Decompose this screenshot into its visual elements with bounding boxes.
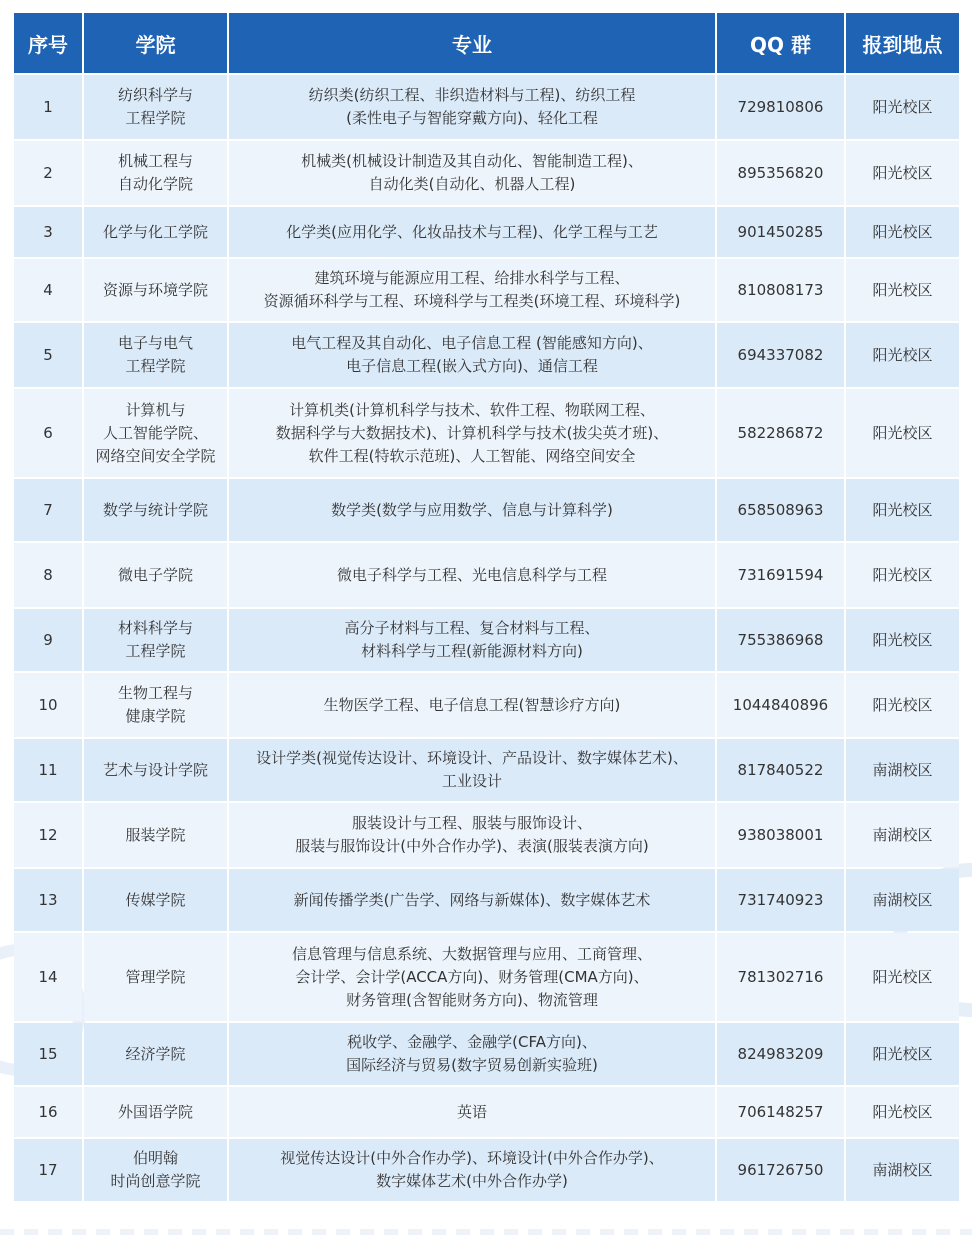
- cell-major-line: 机械类(机械设计制造及其自动化、智能制造工程)、: [301, 152, 643, 170]
- table-row: [14, 479, 959, 541]
- cell-location: 阳光校区: [846, 609, 959, 671]
- cell-major-line: 新闻传播学类(广告学、网络与新媒体)、数字媒体艺术: [293, 890, 651, 909]
- cell-major: [229, 609, 715, 671]
- cell-major: [229, 739, 715, 801]
- majors-table: [12, 11, 961, 1203]
- table-row: [14, 207, 959, 257]
- cell-major-line: 资源循环科学与工程、环境科学与工程类(环境工程、环境科学): [263, 292, 681, 310]
- table-row: [14, 673, 959, 737]
- cell-major: [229, 1139, 715, 1201]
- cell-college-line: 纺织科学与: [117, 86, 193, 104]
- cell-index: 15: [14, 1023, 82, 1085]
- table-row: [14, 739, 959, 801]
- cell-qq-group: 781302716: [717, 933, 844, 1021]
- cell-major: [229, 869, 715, 931]
- cell-qq-group: 938038001: [717, 803, 844, 867]
- cell-location: 阳光校区: [846, 1087, 959, 1137]
- cell-major-line: 设计学类(视觉传达设计、环境设计、产品设计、数字媒体艺术)、: [256, 749, 688, 767]
- cell-location: 阳光校区: [846, 1023, 959, 1085]
- cell-major: [229, 543, 715, 607]
- table-row: [14, 543, 959, 607]
- cell-major: [229, 933, 715, 1021]
- cell-college: [84, 1087, 227, 1137]
- cell-index: 2: [14, 141, 82, 205]
- table-row: [14, 869, 959, 931]
- cell-qq-group: 694337082: [717, 323, 844, 387]
- cell-college: [84, 673, 227, 737]
- cell-index: 6: [14, 389, 82, 477]
- cell-college-line: 管理学院: [125, 967, 186, 986]
- table-row: [14, 323, 959, 387]
- cell-index: 16: [14, 1087, 82, 1137]
- cell-college-line: 机械工程与: [117, 152, 193, 170]
- cell-college-line: 艺术与设计学院: [102, 760, 208, 779]
- cell-qq-group: 731740923: [717, 869, 844, 931]
- cell-qq-group: 961726750: [717, 1139, 844, 1201]
- header-location: 报到地点: [846, 13, 959, 73]
- cell-qq-group: 658508963: [717, 479, 844, 541]
- cell-college-line: 传媒学院: [125, 890, 186, 909]
- cell-college: [84, 1023, 227, 1085]
- cell-college: [84, 869, 227, 931]
- cell-major-line: 电子信息工程(嵌入式方向)、通信工程: [346, 357, 598, 375]
- cell-index: 14: [14, 933, 82, 1021]
- table-row: [14, 1087, 959, 1137]
- cell-qq-group: 1044840896: [717, 673, 844, 737]
- cell-college-line: 经济学院: [125, 1044, 186, 1063]
- cell-location: 阳光校区: [846, 933, 959, 1021]
- cell-college: [84, 1139, 227, 1201]
- cell-major: [229, 389, 715, 477]
- cell-location: 阳光校区: [846, 543, 959, 607]
- table-body: [14, 75, 959, 1201]
- cell-college: [84, 141, 227, 205]
- cell-qq-group: 817840522: [717, 739, 844, 801]
- table-row: [14, 933, 959, 1021]
- header-college: 学院: [84, 13, 227, 73]
- cell-college-line: 服装学院: [125, 825, 186, 844]
- cell-qq-group: 706148257: [717, 1087, 844, 1137]
- header-major: 专业: [229, 13, 715, 73]
- cell-college: [84, 75, 227, 139]
- cell-major-line: 财务管理(含智能财务方向)、物流管理: [346, 990, 598, 1009]
- cell-major: [229, 673, 715, 737]
- cell-qq-group: 810808173: [717, 259, 844, 321]
- table-row: [14, 1023, 959, 1085]
- cell-index: 7: [14, 479, 82, 541]
- cell-major-line: 自动化类(自动化、机器人工程): [368, 175, 576, 193]
- table-row: [14, 259, 959, 321]
- cell-major-line: 计算机类(计算机科学与技术、软件工程、物联网工程、: [289, 400, 655, 419]
- cell-college-line: 外国语学院: [117, 1102, 193, 1121]
- cell-major-line: 工业设计: [441, 772, 502, 790]
- cell-college: [84, 479, 227, 541]
- cell-college-line: 数学与统计学院: [102, 500, 208, 519]
- cell-index: 10: [14, 673, 82, 737]
- cell-major: [229, 803, 715, 867]
- cell-qq-group: 731691594: [717, 543, 844, 607]
- cell-college-line: 计算机与: [125, 400, 186, 419]
- cell-major-line: 电气工程及其自动化、电子信息工程 (智能感知方向)、: [291, 334, 653, 352]
- cell-college: [84, 933, 227, 1021]
- cell-major-line: 材料科学与工程(新能源材料方向): [361, 642, 583, 660]
- cell-index: 8: [14, 543, 82, 607]
- cell-location: 阳光校区: [846, 259, 959, 321]
- cell-major-line: 税收学、金融学、金融学(CFA方向)、: [347, 1033, 597, 1051]
- cell-college-line: 工程学院: [125, 357, 186, 375]
- header-index: 序号: [14, 13, 82, 73]
- cell-index: 17: [14, 1139, 82, 1201]
- cell-major-line: 国际经济与贸易(数字贸易创新实验班): [346, 1056, 598, 1074]
- cell-major-line: 建筑环境与能源应用工程、给排水科学与工程、: [314, 269, 630, 287]
- cell-location: 阳光校区: [846, 141, 959, 205]
- cell-college-line: 化学与化工学院: [102, 222, 208, 241]
- cell-college-line: 电子与电气: [117, 334, 193, 352]
- cell-qq-group: 824983209: [717, 1023, 844, 1085]
- cell-college: [84, 389, 227, 477]
- cell-location: 阳光校区: [846, 323, 959, 387]
- cell-college-line: 人工智能学院、: [102, 423, 208, 442]
- cell-college-line: 网络空间安全学院: [95, 446, 216, 465]
- cell-major-line: 视觉传达设计(中外合作办学)、环境设计(中外合作办学)、: [280, 1149, 664, 1167]
- cell-major: [229, 323, 715, 387]
- cell-major-line: 生物医学工程、电子信息工程(智慧诊疗方向): [323, 695, 621, 714]
- cell-location: 南湖校区: [846, 869, 959, 931]
- cell-major-line: 数学类(数学与应用数学、信息与计算科学): [331, 500, 613, 519]
- cell-college: [84, 207, 227, 257]
- cell-college: [84, 739, 227, 801]
- cell-index: 4: [14, 259, 82, 321]
- cell-major-line: 信息管理与信息系统、大数据管理与应用、工商管理、: [291, 944, 652, 963]
- table-row: [14, 609, 959, 671]
- cell-index: 13: [14, 869, 82, 931]
- cell-major-line: 英语: [456, 1102, 487, 1121]
- table-row: [14, 1139, 959, 1201]
- cell-qq-group: 895356820: [717, 141, 844, 205]
- cell-major: [229, 75, 715, 139]
- cell-major-line: 微电子科学与工程、光电信息科学与工程: [336, 565, 607, 584]
- cell-major-line: 高分子材料与工程、复合材料与工程、: [344, 619, 600, 637]
- cell-college-line: 时尚创意学院: [110, 1172, 201, 1190]
- cell-college: [84, 803, 227, 867]
- cell-college: [84, 609, 227, 671]
- table-row: [14, 75, 959, 139]
- table-row: [14, 389, 959, 477]
- cell-major-line: 数据科学与大数据技术)、计算机科学与技术(拔尖英才班)、: [275, 423, 669, 442]
- cell-college-line: 工程学院: [125, 109, 186, 127]
- cell-index: 5: [14, 323, 82, 387]
- cell-major: [229, 1087, 715, 1137]
- cell-location: 阳光校区: [846, 479, 959, 541]
- cell-major: [229, 479, 715, 541]
- cell-college-line: 自动化学院: [117, 175, 193, 193]
- cell-college-line: 工程学院: [125, 642, 186, 660]
- cell-major: [229, 207, 715, 257]
- cell-location: 阳光校区: [846, 389, 959, 477]
- cell-college: [84, 543, 227, 607]
- cell-major: [229, 259, 715, 321]
- cell-major-line: 会计学、会计学(ACCA方向)、财务管理(CMA方向)、: [295, 967, 649, 986]
- header-qq-group: QQ 群: [717, 13, 844, 73]
- cell-major-line: 服装设计与工程、服装与服饰设计、: [351, 814, 592, 832]
- cell-major-line: 数字媒体艺术(中外合作办学): [376, 1172, 568, 1190]
- cell-major-line: 软件工程(特软示范班)、人工智能、网络空间安全: [308, 446, 636, 465]
- cell-major-line: 化学类(应用化学、化妆品技术与工程)、化学工程与工艺: [286, 222, 658, 241]
- cell-college-line: 微电子学院: [117, 565, 193, 584]
- cell-major: [229, 1023, 715, 1085]
- cell-location: 南湖校区: [846, 803, 959, 867]
- table-row: [14, 141, 959, 205]
- cell-qq-group: 901450285: [717, 207, 844, 257]
- cell-college-line: 材料科学与: [117, 619, 193, 637]
- cell-index: 3: [14, 207, 82, 257]
- cell-college-line: 伯明翰: [132, 1149, 178, 1167]
- table-row: [14, 803, 959, 867]
- cell-major-line: 服装与服饰设计(中外合作办学)、表演(服装表演方向): [295, 837, 649, 855]
- cell-college: [84, 259, 227, 321]
- cell-college-line: 健康学院: [125, 707, 186, 725]
- cell-location: 南湖校区: [846, 1139, 959, 1201]
- cell-index: 9: [14, 609, 82, 671]
- cell-location: 阳光校区: [846, 673, 959, 737]
- cell-major-line: (柔性电子与智能穿戴方向)、轻化工程: [346, 109, 598, 127]
- cell-college: [84, 323, 227, 387]
- cell-location: 阳光校区: [846, 75, 959, 139]
- cell-location: 南湖校区: [846, 739, 959, 801]
- cell-college-line: 生物工程与: [117, 684, 193, 702]
- cell-qq-group: 729810806: [717, 75, 844, 139]
- cell-qq-group: 582286872: [717, 389, 844, 477]
- cell-index: 1: [14, 75, 82, 139]
- cell-index: 11: [14, 739, 82, 801]
- table-header-row: [14, 13, 959, 73]
- cell-location: 阳光校区: [846, 207, 959, 257]
- cell-major-line: 纺织类(纺织工程、非织造材料与工程)、纺织工程: [308, 86, 636, 104]
- cell-college-line: 资源与环境学院: [102, 280, 208, 299]
- cell-index: 12: [14, 803, 82, 867]
- cell-major: [229, 141, 715, 205]
- cell-qq-group: 755386968: [717, 609, 844, 671]
